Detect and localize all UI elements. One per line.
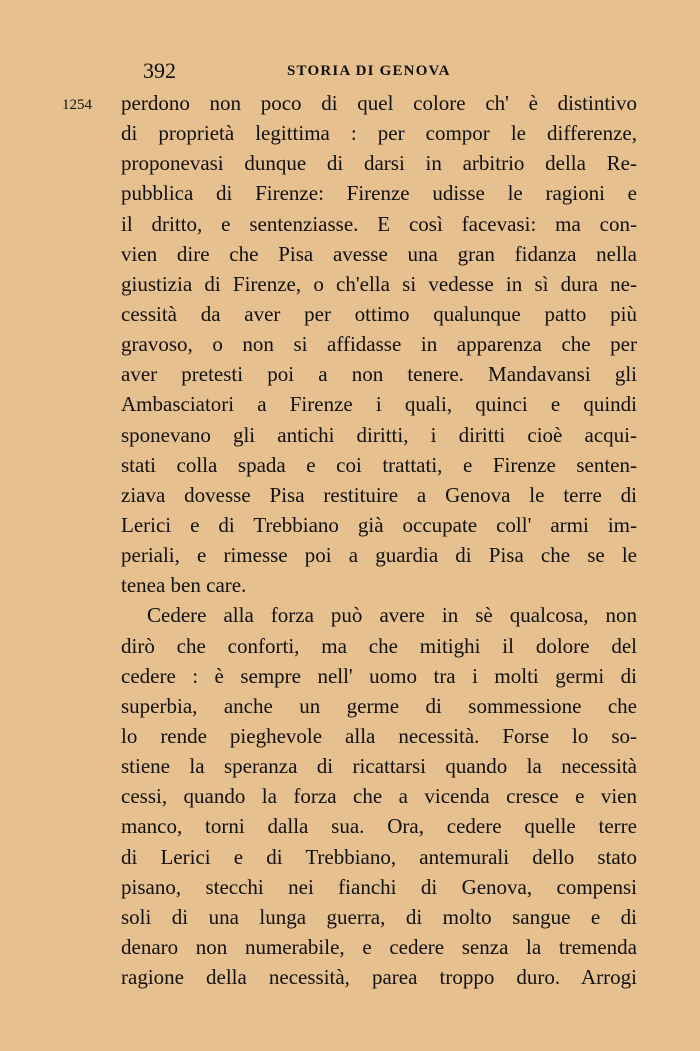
- text-line: di proprietà legittima : per compor le differenze,: [121, 121, 637, 146]
- text-line: cessità da aver per ottimo qualunque patto più: [121, 301, 637, 326]
- text-line: pubblica di Firenze: Firenze udisse le ragioni e: [121, 181, 637, 206]
- text-line: pisano, stecchi nei fianchi di Genova, compensi: [121, 874, 637, 899]
- text-line: periali, e rimesse poi a guardia di Pisa che se le: [121, 543, 637, 568]
- text-line: soli di una lunga guerra, di molto sangue e di: [121, 904, 637, 929]
- running-title: STORIA DI GENOVA: [287, 63, 451, 79]
- text-line: manco, torni dalla sua. Ora, cedere quelle terre: [121, 814, 637, 839]
- text-line: denaro non numerabile, e cedere senza la tremenda: [121, 934, 637, 959]
- text-line: giustizia di Firenze, o ch'ella si vedesse in sì dura ne-: [121, 271, 637, 296]
- text-line: proponevasi dunque di darsi in arbitrio della Re-: [121, 151, 637, 176]
- text-line: stiene la speranza di ricattarsi quando la necessità: [121, 754, 637, 779]
- text-line: aver pretesti poi a non tenere. Mandavansi gli: [121, 362, 637, 387]
- text-line: di Lerici e di Trebbiano, antemurali dello stato: [121, 844, 637, 869]
- text-line: Lerici e di Trebbiano già occupate coll' armi im-: [121, 512, 637, 537]
- text-line: Cedere alla forza può avere in sè qualcosa, non: [147, 603, 637, 628]
- text-line: il dritto, e sentenziasse. E così facevasi: ma con-: [121, 211, 637, 236]
- body-text: [121, 88, 637, 992]
- text-line: lo rende pieghevole alla necessità. Forse lo so-: [121, 723, 637, 748]
- text-line: tenea ben care.: [121, 573, 247, 598]
- page-header: [0, 58, 700, 88]
- text-line: ragione della necessità, parea troppo duro. Arrogi: [121, 965, 637, 990]
- text-line: sponevano gli antichi diritti, i diritti cioè acqui-: [121, 422, 637, 447]
- text-line: ziava dovesse Pisa restituire a Genova le terre di: [121, 482, 637, 507]
- text-line: cedere : è sempre nell' uomo tra i molti germi di: [121, 663, 637, 688]
- text-line: stati colla spada e coi trattati, e Firenze senten-: [121, 452, 637, 477]
- text-line: vien dire che Pisa avesse una gran fidanza nella: [121, 241, 637, 266]
- text-line: Ambasciatori a Firenze i quali, quinci e quindi: [121, 392, 637, 417]
- text-line: gravoso, o non si affidasse in apparenza che per: [121, 332, 637, 357]
- paragraph-2: [121, 600, 637, 992]
- text-line: superbia, anche un germe di sommessione che: [121, 693, 637, 718]
- margin-year-note: 1254: [62, 97, 92, 113]
- page-number: 392: [143, 58, 176, 83]
- text-line: perdono non poco di quel colore ch' è distintivo: [121, 91, 637, 115]
- text-line: cessi, quando la forza che a vicenda cresce e vien: [121, 784, 637, 809]
- text-line: dirò che conforti, ma che mitighi il dolore del: [121, 633, 637, 658]
- paragraph-1: [121, 88, 637, 600]
